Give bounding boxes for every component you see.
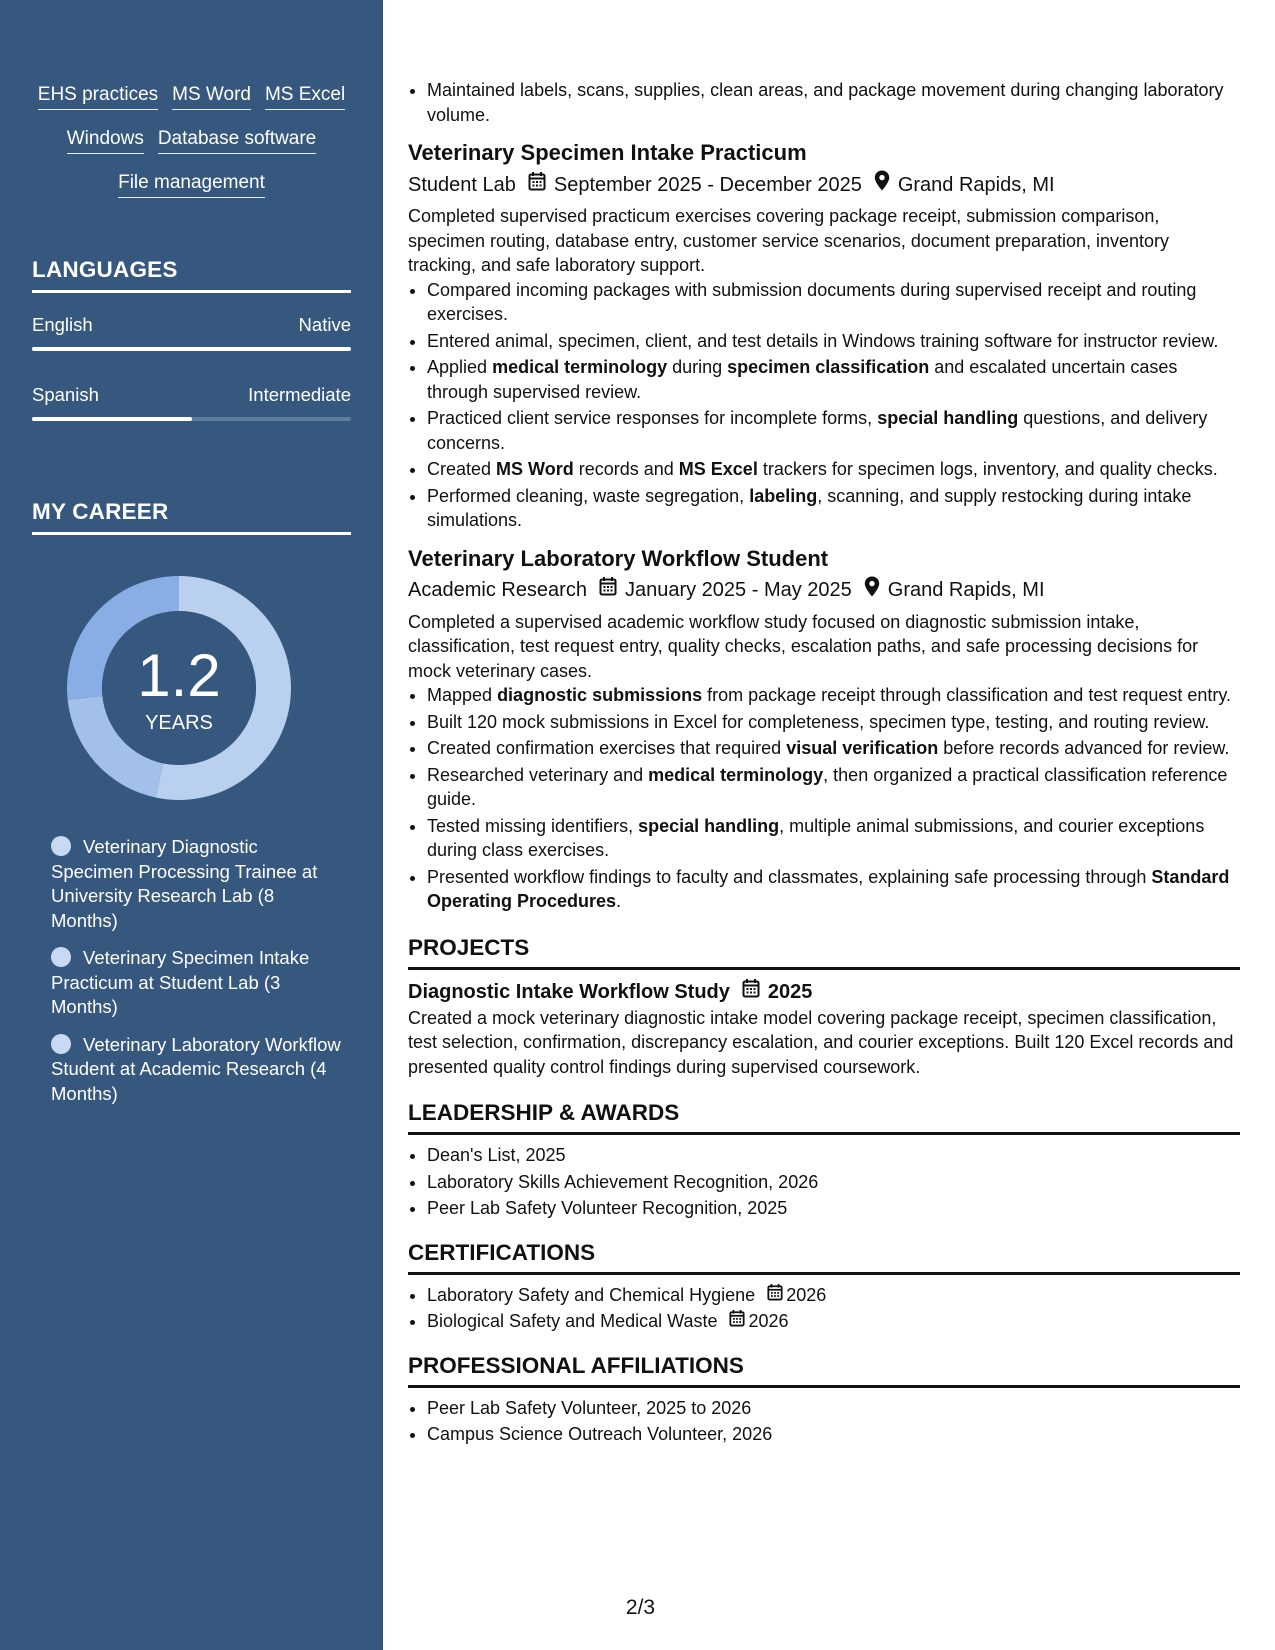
job-title: Veterinary Specimen Intake Practicum xyxy=(408,140,807,165)
language-spanish xyxy=(32,383,351,421)
skill-row xyxy=(20,170,363,198)
skill-row xyxy=(20,126,363,154)
career-total-value: 1.2 xyxy=(137,642,221,709)
bullet-dot-icon xyxy=(51,947,71,967)
certification-date: 2026 xyxy=(786,1284,827,1305)
list-item: • Campus Science Outreach Volunteer, 2026 xyxy=(427,1422,1240,1447)
list-item: • Peer Lab Safety Volunteer Recognition, 2025 xyxy=(427,1196,1240,1221)
list-item: • Built 120 mock submissions in Excel for completeness, specimen type, testing, and routing review. xyxy=(427,710,1240,735)
list-item: • Entered animal, specimen, client, and test details in Windows training software for instructor review. xyxy=(427,329,1240,354)
job-bullets xyxy=(408,278,1240,533)
bullet-dot-icon xyxy=(51,836,71,856)
job-entry xyxy=(408,545,1240,914)
certifications-heading: CERTIFICATIONS xyxy=(408,1239,1240,1275)
affiliations-list xyxy=(408,1396,1240,1447)
calendar-icon xyxy=(599,576,617,604)
job-dates: January 2025 - May 2025 xyxy=(624,579,852,601)
awards-list xyxy=(408,1143,1240,1221)
certification-name: Laboratory Safety and Chemical Hygiene xyxy=(427,1284,756,1305)
certification-name: Biological Safety and Medical Waste xyxy=(427,1311,718,1331)
job-location: Grand Rapids, MI xyxy=(897,173,1055,196)
list-item: • Dean's List, 2025 xyxy=(427,1143,1240,1168)
career-item-text: Veterinary Laboratory Workflow Student at Academic Research (4 Months) xyxy=(51,1033,341,1104)
projects-heading: PROJECTS xyxy=(408,934,1240,970)
list-item: • Laboratory Skills Achievement Recognition, 2026 xyxy=(427,1170,1240,1195)
list-item: • Maintained labels, scans, supplies, clean areas, and package movement during changing laboratory volume. xyxy=(427,78,1240,127)
list-item: • Researched veterinary and medical terminology, then organized a practical classification reference guide. xyxy=(427,763,1240,812)
job-entry xyxy=(408,139,1240,533)
job-meta xyxy=(408,170,1240,199)
sidebar xyxy=(0,0,383,1650)
job-organization: Academic Research xyxy=(408,579,587,601)
certification-item xyxy=(427,1309,1240,1334)
list-item: • Tested missing identifiers, special handling, multiple animal submissions, and courier exceptions during class exercises. xyxy=(427,814,1240,863)
list-item: • Applied medical terminology during specimen classification and escalated uncertain cases through supervised review. xyxy=(427,355,1240,404)
skill-tag: File management xyxy=(118,170,265,198)
skill-tag: EHS practices xyxy=(38,82,158,110)
calendar-icon xyxy=(528,171,546,199)
skill-tag: Windows xyxy=(67,126,144,154)
certification-date: 2026 xyxy=(748,1311,789,1331)
skill-tag: Database software xyxy=(158,126,316,154)
continued-bullets xyxy=(408,78,1240,127)
page-number xyxy=(0,1596,1275,1620)
career-item xyxy=(51,946,341,1020)
list-item: • Practiced client service responses for incomplete forms, special handling questions, and delivery concerns. xyxy=(427,406,1240,455)
certification-item xyxy=(427,1283,1240,1308)
languages-heading: LANGUAGES xyxy=(32,256,351,293)
project-description: Created a mock veterinary diagnostic intake model covering package receipt, specimen classification, test selection, confirmation, discrepancy escalation, and courier exceptions. Built 120 Excel records and presented quality control findings during supervised coursework. xyxy=(408,1007,1234,1077)
language-english xyxy=(32,313,351,351)
language-proficiency-fill xyxy=(32,347,351,351)
career-item-text: Veterinary Specimen Intake Practicum at Student Lab (3 Months) xyxy=(51,947,310,1017)
certifications-list xyxy=(408,1283,1240,1334)
skills-tags xyxy=(20,82,363,214)
location-pin-icon xyxy=(874,170,890,199)
list-item: • Created MS Word records and MS Excel trackers for specimen logs, inventory, and quality checks. xyxy=(427,457,1240,482)
awards-heading: LEADERSHIP & AWARDS xyxy=(408,1099,1240,1135)
career-heading: MY CAREER xyxy=(32,498,351,535)
project-entry xyxy=(408,978,1240,1080)
list-item: • Peer Lab Safety Volunteer, 2025 to 2026 xyxy=(427,1396,1240,1421)
main-content xyxy=(408,78,1240,1449)
location-pin-icon xyxy=(864,576,880,605)
job-summary: Completed a supervised academic workflow study focused on diagnostic submission intake, classification, test request entry, quality checks, escalation paths, and safe processing decisions for mock veterinary cases. xyxy=(408,611,1199,681)
job-location: Grand Rapids, MI xyxy=(887,579,1045,601)
career-item-text: Veterinary Diagnostic Specimen Processing Trainee at University Research Lab (8 Months) xyxy=(51,836,318,931)
project-title: Diagnostic Intake Workflow Study xyxy=(408,980,730,1003)
skill-tag: MS Excel xyxy=(265,82,345,110)
calendar-icon xyxy=(742,978,760,1006)
language-proficiency-bar xyxy=(32,347,351,351)
career-item xyxy=(51,1033,341,1107)
job-dates: September 2025 - December 2025 xyxy=(553,173,862,196)
career-item xyxy=(51,835,341,933)
career-donut-chart xyxy=(67,576,291,800)
job-organization: Student Lab xyxy=(408,173,516,196)
career-list xyxy=(51,835,341,1119)
job-meta xyxy=(408,576,1240,605)
language-proficiency-fill xyxy=(32,417,192,421)
project-title-row xyxy=(408,978,1240,1006)
calendar-icon xyxy=(729,1309,745,1334)
calendar-icon xyxy=(767,1283,783,1308)
page-number-text: 2/3 xyxy=(625,1596,656,1619)
job-summary: Completed supervised practicum exercises covering package receipt, submission comparison, specimen routing, database entry, customer service scenarios, document preparation, inventory tracking, and safe laboratory support. xyxy=(408,206,1170,275)
list-item: • Mapped diagnostic submissions from package receipt through classification and test request entry. xyxy=(427,683,1240,708)
list-item: • Performed cleaning, waste segregation, labeling, scanning, and supply restocking during intake simulations. xyxy=(427,484,1240,533)
job-bullets xyxy=(408,683,1240,914)
career-total-unit: YEARS xyxy=(145,712,213,734)
language-name: Spanish xyxy=(32,384,99,405)
language-level: Intermediate xyxy=(248,384,351,405)
language-level: Native xyxy=(298,314,351,335)
bullet-dot-icon xyxy=(51,1034,71,1054)
skill-tag: MS Word xyxy=(172,82,251,110)
list-item: • Compared incoming packages with submission documents during supervised receipt and routing exercises. xyxy=(427,278,1240,327)
job-title: Veterinary Laboratory Workflow Student xyxy=(408,545,829,571)
language-name: English xyxy=(32,314,93,335)
language-proficiency-bar xyxy=(32,417,351,421)
skill-row xyxy=(20,82,363,110)
list-item: • Created confirmation exercises that required visual verification before records advanced for review. xyxy=(427,736,1240,761)
list-item: • Presented workflow findings to faculty and classmates, explaining safe processing through Standard Operating Procedures. xyxy=(427,865,1240,914)
affiliations-heading: PROFESSIONAL AFFILIATIONS xyxy=(408,1352,1240,1388)
project-date: 2025 xyxy=(767,980,813,1003)
